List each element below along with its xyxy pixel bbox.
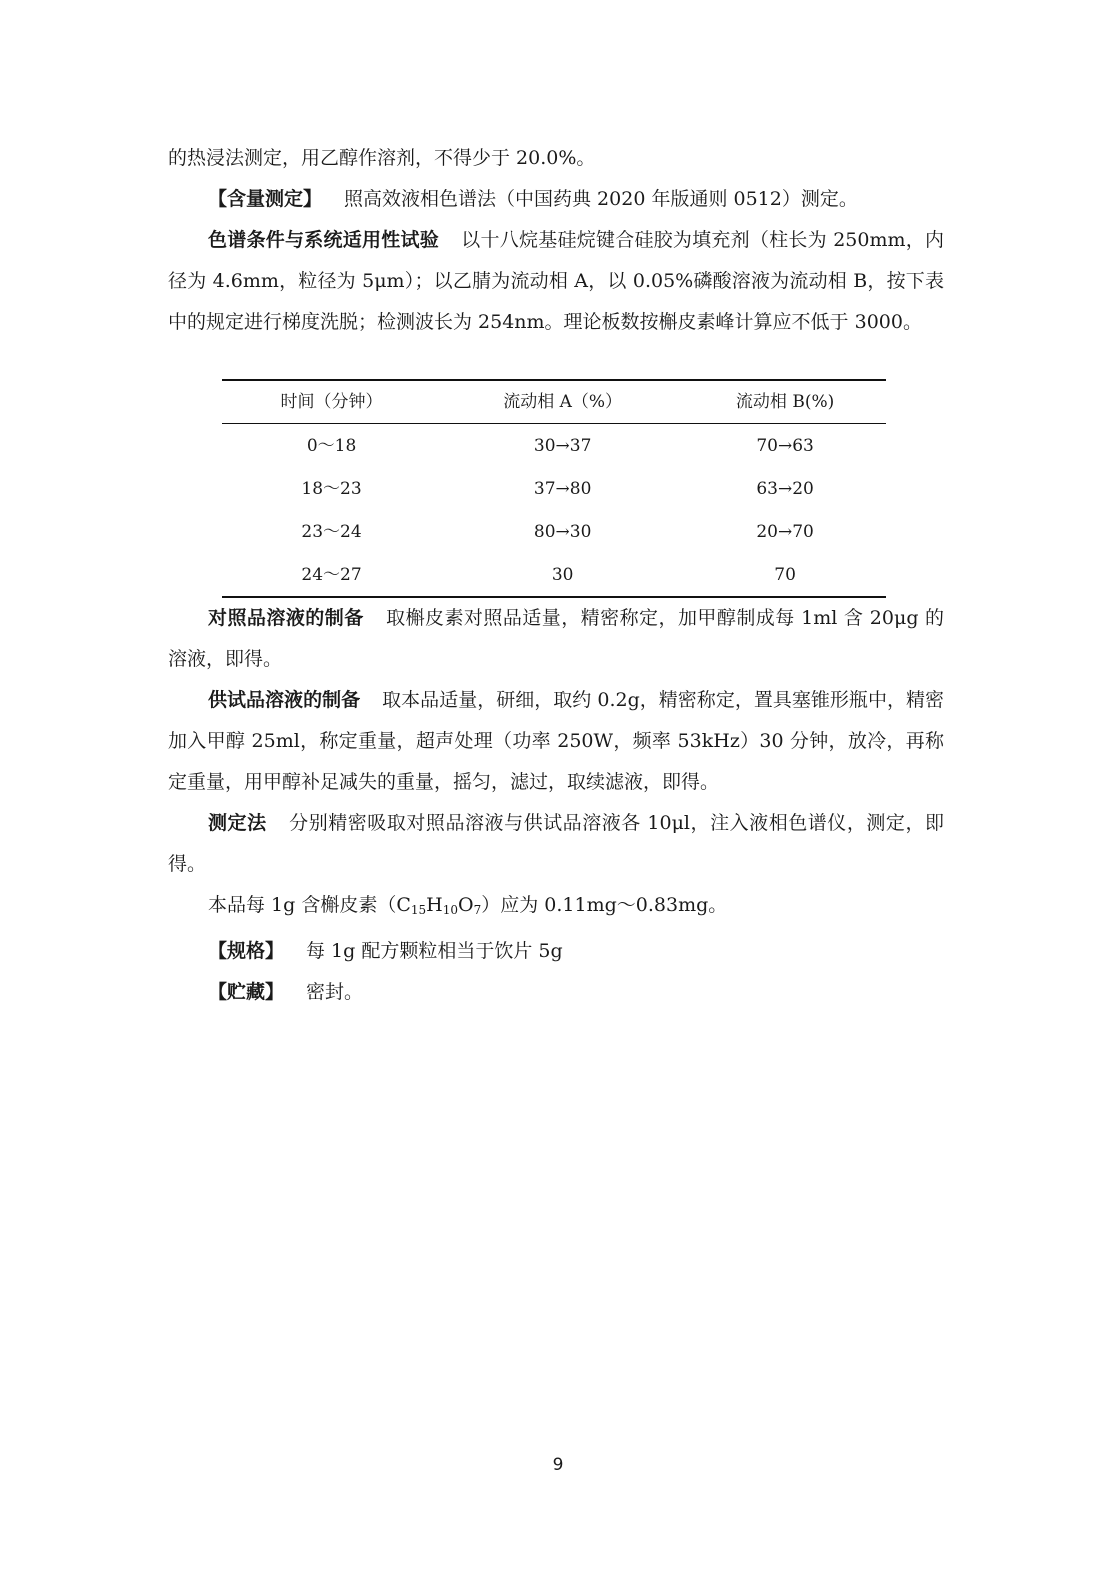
cell-phase-a: 30 — [551, 564, 574, 585]
chromatography-heading: 色谱条件与系统适用性试验 — [208, 229, 439, 251]
procedure-heading: 测定法 — [208, 812, 267, 834]
content-limit-text: 本品每 1g 含槲皮素（C — [208, 894, 411, 916]
paragraph-specification — [168, 931, 944, 972]
cell-phase-b: 20→70 — [756, 521, 814, 542]
page-number: 9 — [552, 1455, 564, 1475]
table-row — [222, 553, 886, 597]
storage-heading: 【贮藏】 — [208, 981, 285, 1003]
extract-text: 的热浸法测定，用乙醇作溶剂，不得少于 20.0%。 — [168, 147, 596, 169]
reference-solution-heading: 对照品溶液的制备 — [208, 607, 364, 629]
reference-solution-text: 取槲皮素对照品适量，精密称定，加甲醇制成每 1ml 含 20μg 的溶液，即得。 — [168, 607, 944, 670]
table-row — [222, 510, 886, 553]
paragraph-assay — [168, 179, 944, 220]
cell-phase-a: 37→80 — [533, 478, 592, 499]
cell-time: 0～18 — [306, 435, 357, 456]
formula-subscript: 10 — [442, 903, 459, 917]
formula-subscript: 7 — [473, 903, 482, 917]
content-limit-text: ）应为 0.11mg～0.83mg。 — [481, 894, 728, 916]
test-solution-text: 取本品适量，研细，取约 0.2g，精密称定，置具塞锥形瓶中，精密加入甲醇 25ml，称定重量，超声处理（功率 250W，频率 53kHz）30 分钟，放冷，再称定重量，用甲醇补足减失的重量，摇匀，滤过，取续滤液，即得。 — [168, 689, 944, 793]
table-header-row — [222, 380, 886, 424]
cell-phase-a: 30→37 — [533, 435, 592, 456]
paragraph-content-limit — [168, 885, 944, 931]
assay-heading: 【含量测定】 — [208, 188, 323, 210]
paragraph-chromatography — [168, 220, 944, 343]
paragraph-storage — [168, 972, 944, 1013]
paragraph-reference-solution — [168, 598, 944, 680]
cell-phase-b: 70 — [774, 564, 796, 585]
header-time: 时间（分钟） — [280, 392, 383, 412]
paragraph-extract — [168, 138, 944, 179]
paragraph-procedure — [168, 803, 944, 885]
header-phase-b: 流动相 B(%) — [735, 392, 835, 412]
specification-text: 每 1g 配方颗粒相当于饮片 5g — [306, 940, 563, 962]
cell-time: 23～24 — [301, 521, 362, 542]
cell-phase-b: 63→20 — [756, 478, 814, 499]
chromatography-text: 以十八烷基硅烷键合硅胶为填充剂（柱长为 250mm，内径为 4.6mm，粒径为 5μm）；以乙腈为流动相 A，以 0.05%磷酸溶液为流动相 B，按下表中的规定进行梯度洗脱；检测波长为 254nm。理论板数按槲皮素峰计算应不低于 3000。 — [168, 229, 944, 333]
formula-element: H — [426, 894, 443, 916]
header-phase-a: 流动相 A（%） — [503, 392, 623, 412]
specification-heading: 【规格】 — [208, 940, 285, 962]
procedure-text: 分别精密吸取对照品溶液与供试品溶液各 10μl，注入液相色谱仪，测定，即得。 — [168, 812, 944, 875]
table-row — [222, 467, 886, 510]
test-solution-heading: 供试品溶液的制备 — [208, 689, 361, 711]
cell-time: 24～27 — [301, 564, 362, 585]
top-section — [168, 138, 944, 343]
cell-phase-a: 80→30 — [533, 521, 592, 542]
cell-phase-b: 70→63 — [756, 435, 814, 456]
formula-element: O — [458, 894, 474, 916]
gradient-table — [222, 379, 886, 598]
storage-text: 密封。 — [306, 981, 364, 1003]
assay-text: 照高效液相色谱法（中国药典 2020 年版通则 0512）测定。 — [344, 188, 858, 210]
cell-time: 18～23 — [301, 478, 362, 499]
paragraph-test-solution — [168, 680, 944, 803]
table-row — [222, 424, 886, 468]
bottom-section — [168, 598, 944, 1013]
formula-subscript: 15 — [410, 903, 427, 917]
